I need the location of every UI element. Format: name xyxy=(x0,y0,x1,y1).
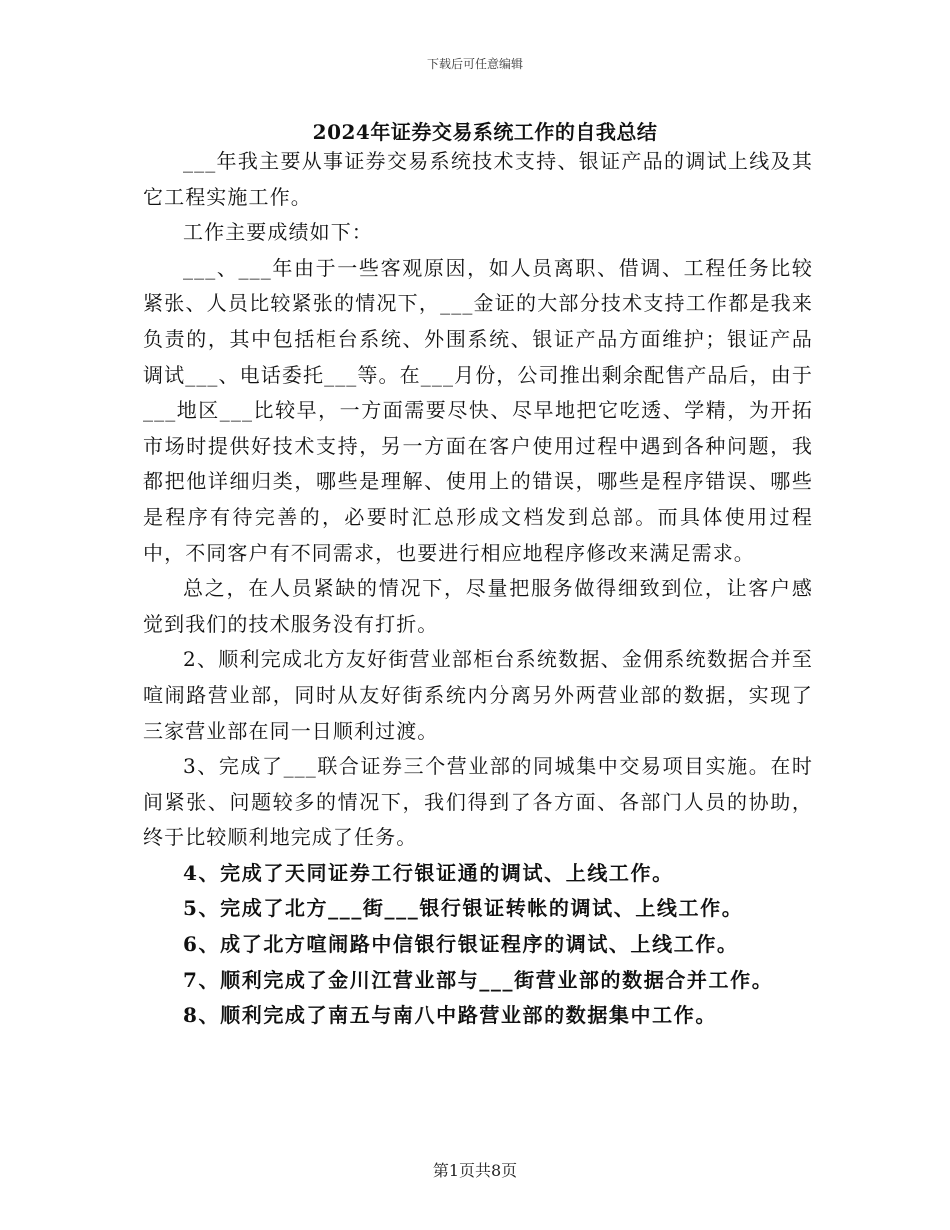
paragraph-item-3: 3、完成了___联合证券三个营业部的同城集中交易项目实施。在时间紧张、问题较多的情况下，我们得到了各方面、各部门人员的协助，终于比较顺利地完成了任务。 xyxy=(143,754,813,850)
paragraph-summary: 总之，在人员紧缺的情况下，尽量把服务做得细致到位，让客户感觉到我们的技术服务没有打折。 xyxy=(143,576,813,636)
paragraph-item-7: 7、顺利完成了金川江营业部与___街营业部的数据合并工作。 xyxy=(183,967,774,992)
document-body xyxy=(143,144,813,1034)
download-note: 下载后可任意编辑 xyxy=(426,57,523,71)
document-title: 2024年证券交易系统工作的自我总结 xyxy=(312,120,658,144)
paragraph-item-8: 8、顺利完成了南五与南八中路营业部的数据集中工作。 xyxy=(183,1003,717,1028)
paragraph-item-6: 6、成了北方喧闹路中信银行银证程序的调试、上线工作。 xyxy=(183,932,739,957)
paragraph-intro: ___年我主要从事证券交易系统技术支持、银证产品的调试上线及其它工程实施工作。 xyxy=(143,149,813,209)
paragraph-item-1: ___、___年由于一些客观原因，如人员离职、借调、工程任务比较紧张、人员比较紧张的情况下，___金证的大部分技术支持工作都是我来负责的，其中包括柜台系统、外围系统、银证产品方面维护；银证产品调试___、电话委托___等。在___月份，公司推出剩余配售产品后，由于___地区___比较早，一方面需要尽快、尽早地把它吃透、学精，为开拓市场时提供好技术支持，另一方面在客户使用过程中遇到各种问题，我都把他详细归类，哪些是理解、使用上的错误，哪些是程序错误、哪些是程序有待完善的，必要时汇总形成文档发到总部。而具体使用过程中，不同客户有不同需求，也要进行相应地程序修改来满足需求。 xyxy=(143,255,813,565)
paragraph-achievements-heading: 工作主要成绩如下： xyxy=(183,220,373,245)
paragraph-item-4: 4、完成了天同证券工行银证通的调试、上线工作。 xyxy=(183,860,674,885)
paragraph-item-2: 2、顺利完成北方友好街营业部柜台系统数据、金佣系统数据合并至喧闹路营业部，同时从友好街系统内分离另外两营业部的数据，实现了三家营业部在同一日顺利过渡。 xyxy=(143,647,813,743)
page-number: 第1页共8页 xyxy=(432,1161,518,1180)
paragraph-item-5: 5、完成了北方___街___银行银证转帐的调试、上线工作。 xyxy=(183,896,744,921)
